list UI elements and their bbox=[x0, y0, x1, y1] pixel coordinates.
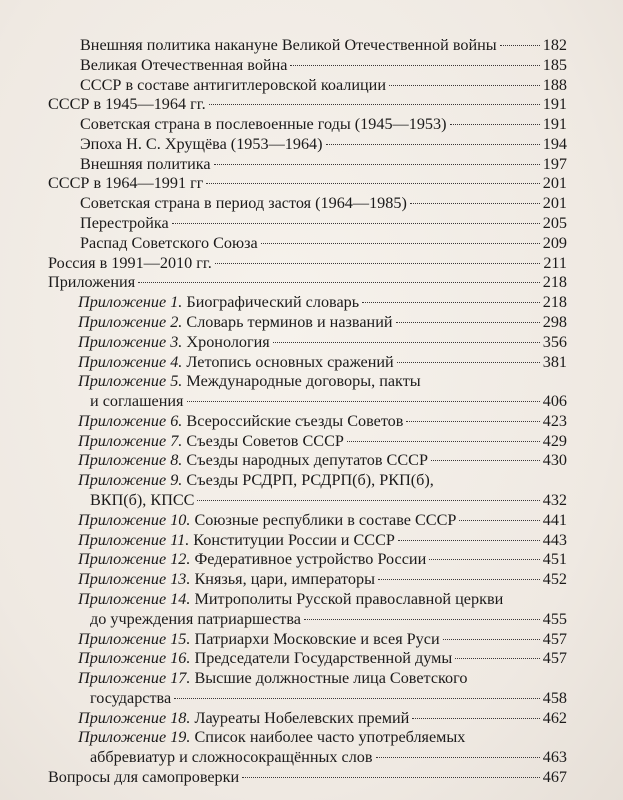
toc-appendix-entry bbox=[78, 412, 567, 432]
toc-appendix-entry bbox=[78, 451, 567, 471]
leader-dots bbox=[378, 579, 540, 580]
toc-entry-title-cont: аббревиатур и сложносокращённых слов bbox=[90, 748, 373, 767]
toc-entry-title: Распад Советского Союза bbox=[80, 233, 258, 252]
leader-dots bbox=[389, 85, 540, 86]
toc-appendix-entry bbox=[78, 471, 434, 491]
toc-entry-title: СССР в 1964—1991 гг bbox=[48, 174, 204, 193]
toc-page-number: 209 bbox=[542, 233, 567, 252]
toc-page-number: 197 bbox=[542, 154, 567, 173]
leader-dots bbox=[215, 263, 541, 264]
toc-entry bbox=[80, 115, 567, 135]
leader-dots bbox=[326, 144, 540, 145]
toc-page-number: 458 bbox=[542, 688, 567, 707]
appendix-label: Приложение 15. bbox=[78, 629, 191, 648]
toc-entry-title: СССР в 1945—1964 гг. bbox=[48, 95, 206, 114]
toc-entry-title: Съезды РСДРП, РСДРП(б), РКП(б), bbox=[186, 471, 434, 490]
toc-entry bbox=[80, 234, 567, 254]
toc-page-number: 441 bbox=[542, 510, 567, 529]
toc-page-number: 462 bbox=[542, 708, 567, 727]
toc-page-number: 443 bbox=[542, 530, 567, 549]
appendix-label: Приложение 16. bbox=[78, 649, 191, 668]
toc-appendix-entry bbox=[78, 432, 567, 452]
leader-dots bbox=[431, 460, 540, 461]
toc-chapter bbox=[48, 174, 567, 194]
toc-entry-title: Высшие должностные лица Советского bbox=[194, 669, 468, 688]
toc-entry-title-cont: ВКП(б), КПСС bbox=[90, 491, 195, 510]
toc-appendix-entry bbox=[78, 728, 465, 748]
leader-dots bbox=[455, 658, 539, 659]
toc-page-number: 211 bbox=[543, 253, 567, 272]
appendix-label: Приложение 13. bbox=[78, 570, 191, 589]
toc-entry-title: Внешняя политика bbox=[80, 154, 211, 173]
toc-entry-title: Приложения bbox=[48, 273, 136, 292]
toc-entry-title: Внешняя политика накануне Великой Отечественной войны bbox=[80, 36, 497, 54]
leader-dots bbox=[410, 203, 540, 204]
toc-entry-title: Федеративное устройство России bbox=[194, 550, 427, 569]
toc-page-number: 432 bbox=[542, 491, 567, 510]
toc-entry-title: Советская страна в послевоенные годы (1945—1953) bbox=[80, 115, 447, 134]
appendix-label: Приложение 7. bbox=[78, 431, 183, 450]
toc-page-number: 218 bbox=[542, 293, 567, 312]
toc-page-number: 457 bbox=[542, 629, 567, 648]
leader-dots bbox=[500, 45, 540, 46]
toc-entry-title-cont: государства bbox=[90, 688, 172, 707]
appendix-label: Приложение 5. bbox=[78, 372, 183, 391]
toc-appendix-entry bbox=[78, 709, 567, 729]
toc-page-number: 205 bbox=[542, 214, 567, 233]
toc-page-number: 218 bbox=[542, 273, 567, 292]
toc-entry-continuation bbox=[90, 689, 567, 709]
appendix-label: Приложение 17. bbox=[78, 669, 191, 688]
toc-appendix-entry bbox=[78, 630, 567, 650]
toc-page-number: 298 bbox=[542, 312, 567, 331]
appendix-label: Приложение 2. bbox=[78, 312, 183, 331]
appendix-label: Приложение 9. bbox=[78, 471, 183, 490]
leader-dots bbox=[242, 777, 540, 778]
toc-page-number: 451 bbox=[542, 550, 567, 569]
toc-entry bbox=[80, 135, 567, 155]
toc-entry-title: Список наиболее часто употребляемых bbox=[194, 728, 466, 747]
leader-dots bbox=[206, 183, 539, 184]
leader-dots bbox=[172, 223, 540, 224]
toc-appendix-entry bbox=[78, 293, 567, 313]
leader-dots bbox=[396, 322, 540, 323]
leader-dots bbox=[397, 362, 540, 363]
toc-chapter bbox=[48, 254, 567, 274]
toc-appendix-entry bbox=[78, 531, 567, 551]
toc-page-number: 430 bbox=[542, 451, 567, 470]
toc-entry-title-cont: и соглашения bbox=[90, 392, 184, 411]
appendix-label: Приложение 6. bbox=[78, 411, 183, 430]
toc-page-number: 182 bbox=[542, 36, 567, 54]
toc-chapter bbox=[48, 273, 567, 293]
toc-page-number: 406 bbox=[542, 392, 567, 411]
toc-entry-continuation bbox=[90, 491, 567, 511]
leader-dots bbox=[443, 639, 540, 640]
toc-page-number: 194 bbox=[542, 134, 567, 153]
toc-entry-title: Советская страна в период застоя (1964—1985) bbox=[80, 194, 407, 213]
appendix-label: Приложение 11. bbox=[78, 530, 190, 549]
toc-entry-continuation bbox=[90, 610, 567, 630]
appendix-label: Приложение 4. bbox=[78, 352, 183, 371]
toc-entry-continuation bbox=[90, 748, 567, 768]
toc-chapter bbox=[48, 95, 567, 115]
toc-appendix-entry bbox=[78, 570, 567, 590]
toc-page-number: 185 bbox=[542, 55, 567, 74]
leader-dots bbox=[450, 124, 540, 125]
toc-appendix-entry bbox=[78, 353, 567, 373]
toc-entry-title: Словарь терминов и названий bbox=[186, 312, 393, 331]
toc-entry-title: Съезды Советов СССР bbox=[186, 431, 344, 450]
appendix-label: Приложение 1. bbox=[78, 293, 183, 312]
appendix-label: Приложение 3. bbox=[78, 332, 183, 351]
appendix-label: Приложение 19. bbox=[78, 728, 191, 747]
toc-page-number: 463 bbox=[542, 748, 567, 767]
toc-page-number: 191 bbox=[542, 95, 567, 114]
toc-page-number: 429 bbox=[542, 431, 567, 450]
toc-entry bbox=[80, 36, 567, 56]
toc-page-number: 423 bbox=[542, 411, 567, 430]
appendix-label: Приложение 14. bbox=[78, 589, 191, 608]
toc-page-number: 467 bbox=[542, 768, 567, 786]
toc-page-number: 188 bbox=[542, 75, 567, 94]
leader-dots bbox=[214, 164, 540, 165]
toc-entry-title: Международные договоры, пакты bbox=[186, 372, 421, 391]
toc-entry-title: Хронология bbox=[186, 332, 270, 351]
leader-dots bbox=[412, 718, 539, 719]
toc-entry bbox=[80, 76, 567, 96]
toc-entry-title: Летопись основных сражений bbox=[186, 352, 394, 371]
toc-entry-title: Союзные республики в составе СССР bbox=[194, 510, 457, 529]
leader-dots bbox=[406, 421, 539, 422]
toc-entry-title: Митрополиты Русской православной церкви bbox=[194, 589, 504, 608]
leader-dots bbox=[187, 401, 540, 402]
leader-dots bbox=[290, 65, 539, 66]
appendix-label: Приложение 10. bbox=[78, 510, 191, 529]
toc-page-number: 381 bbox=[542, 352, 567, 371]
leader-dots bbox=[429, 559, 539, 560]
toc-chapter bbox=[48, 768, 567, 788]
leader-dots bbox=[273, 342, 540, 343]
leader-dots bbox=[197, 500, 539, 501]
toc-appendix-entry bbox=[78, 669, 467, 689]
toc-entry-title: Великая Отечественная война bbox=[80, 55, 288, 74]
toc-page-number: 191 bbox=[542, 115, 567, 134]
appendix-label: Приложение 18. bbox=[78, 708, 191, 727]
toc-entry-title: Эпоха Н. С. Хрущёва (1953—1964) bbox=[80, 134, 323, 153]
toc-appendix-entry bbox=[78, 333, 567, 353]
toc-entry-continuation bbox=[90, 392, 567, 412]
toc-appendix-entry bbox=[78, 511, 567, 531]
toc-appendix-entry bbox=[78, 590, 503, 610]
toc-page-number: 356 bbox=[542, 332, 567, 351]
toc-page-number: 455 bbox=[542, 609, 567, 628]
leader-dots bbox=[376, 757, 540, 758]
toc-entry-title: Биографический словарь bbox=[186, 293, 360, 312]
toc-entry-title: Перестройка bbox=[80, 214, 169, 233]
toc-entry-title: Россия в 1991—2010 гг. bbox=[48, 253, 212, 272]
toc-entry bbox=[80, 214, 567, 234]
leader-dots bbox=[261, 243, 540, 244]
appendix-label: Приложение 12. bbox=[78, 550, 191, 569]
leader-dots bbox=[362, 302, 540, 303]
leader-dots bbox=[459, 520, 539, 521]
toc-entry-title: Конституции России и СССР bbox=[193, 530, 395, 549]
toc-page-number: 457 bbox=[542, 649, 567, 668]
toc-entry-title: Председатели Государственной думы bbox=[194, 649, 453, 668]
toc-entry-title: Патриархи Московские и всея Руси bbox=[194, 629, 440, 648]
leader-dots bbox=[138, 282, 540, 283]
toc-entry-title: Съезды народных депутатов СССР bbox=[186, 451, 428, 470]
toc-page-number: 201 bbox=[542, 174, 567, 193]
toc-page-number: 452 bbox=[542, 570, 567, 589]
leader-dots bbox=[304, 619, 540, 620]
leader-dots bbox=[347, 441, 540, 442]
toc-entry bbox=[80, 155, 567, 175]
leader-dots bbox=[209, 104, 540, 105]
toc-entry-title: Князья, цари, императоры bbox=[194, 570, 375, 589]
leader-dots bbox=[398, 540, 540, 541]
toc-entry bbox=[80, 194, 567, 214]
toc-page-number: 201 bbox=[542, 194, 567, 213]
toc-entry-title: СССР в составе антигитлеровской коалиции bbox=[80, 75, 387, 94]
toc-entry-title-cont: до учреждения патриаршества bbox=[90, 609, 301, 628]
toc-appendix-entry bbox=[78, 372, 421, 392]
toc-entry-title: Лауреаты Нобелевских премий bbox=[194, 708, 410, 727]
toc-entry-title: Всероссийские съезды Советов bbox=[186, 411, 404, 430]
toc-entry bbox=[80, 56, 567, 76]
toc-appendix-entry bbox=[78, 313, 567, 333]
appendix-label: Приложение 8. bbox=[78, 451, 183, 470]
toc-appendix-entry bbox=[78, 649, 567, 669]
toc-entry-title: Вопросы для самопроверки bbox=[48, 768, 240, 786]
toc-appendix-entry bbox=[78, 550, 567, 570]
leader-dots bbox=[174, 698, 540, 699]
